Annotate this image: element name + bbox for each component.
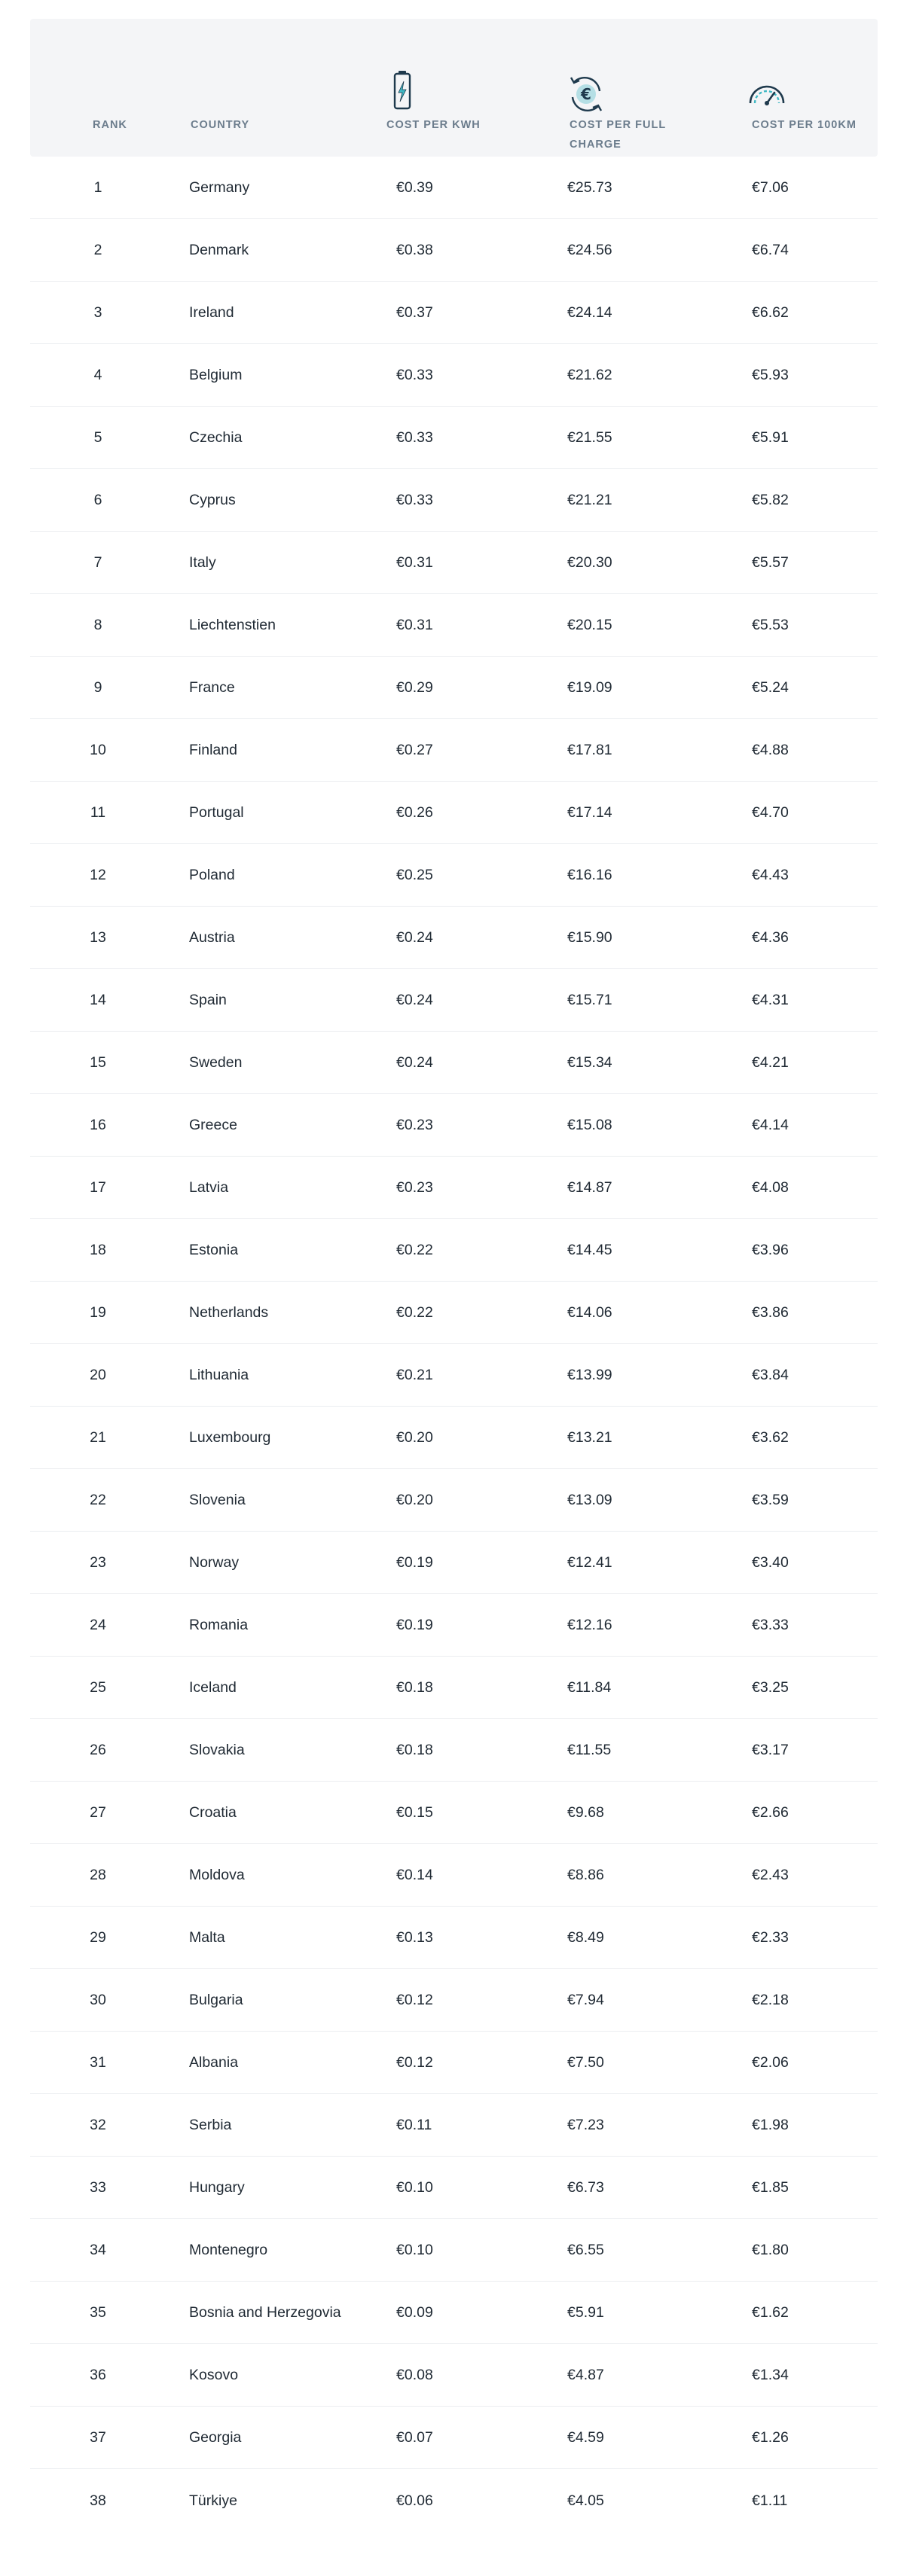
table-row bbox=[30, 2157, 878, 2219]
cost-per-full-charge-cell: €13.09 bbox=[567, 1492, 612, 1508]
country-cell: Norway bbox=[189, 1554, 240, 1571]
country-cell: Slovenia bbox=[189, 1492, 246, 1508]
cost-per-100km-cell: €5.53 bbox=[752, 617, 789, 633]
table-row bbox=[30, 969, 878, 1032]
country-cell: Denmark bbox=[189, 242, 249, 258]
cost-per-full-charge-cell: €12.41 bbox=[567, 1554, 612, 1571]
rank-cell: 27 bbox=[90, 1804, 106, 1821]
cost-per-kwh-cell: €0.18 bbox=[396, 1742, 433, 1758]
cost-per-kwh-cell: €0.33 bbox=[396, 429, 433, 446]
country-cell: Cyprus bbox=[189, 492, 236, 508]
cost-per-full-charge-cell: €8.86 bbox=[567, 1867, 604, 1883]
cost-per-full-charge-cell: €4.05 bbox=[567, 2492, 604, 2509]
svg-text:€: € bbox=[581, 85, 591, 103]
country-cell: Liechtenstien bbox=[189, 617, 276, 633]
rank-cell: 38 bbox=[90, 2492, 106, 2509]
table-row bbox=[30, 407, 878, 469]
speedometer-icon bbox=[747, 76, 786, 118]
country-cell: Bulgaria bbox=[189, 1992, 243, 2008]
table-body bbox=[30, 157, 878, 2532]
cost-per-full-charge-cell: €14.45 bbox=[567, 1242, 612, 1258]
table-row bbox=[30, 282, 878, 344]
cost-per-full-charge-cell: €6.55 bbox=[567, 2242, 604, 2258]
country-cell: Germany bbox=[189, 179, 250, 196]
cost-per-full-charge-cell: €6.73 bbox=[567, 2179, 604, 2196]
table-row bbox=[30, 1782, 878, 1844]
cost-per-100km-cell: €4.21 bbox=[752, 1054, 789, 1071]
table-row bbox=[30, 219, 878, 282]
cost-per-100km-cell: €1.62 bbox=[752, 2304, 789, 2321]
euro-cycle-icon bbox=[567, 73, 606, 115]
country-cell: Czechia bbox=[189, 429, 243, 446]
cost-per-100km-cell: €3.96 bbox=[752, 1242, 789, 1258]
table-row bbox=[30, 1532, 878, 1594]
rank-cell: 31 bbox=[90, 2054, 106, 2071]
table-row bbox=[30, 2219, 878, 2282]
country-cell: Moldova bbox=[189, 1867, 245, 1883]
cost-per-kwh-cell: €0.09 bbox=[396, 2304, 433, 2321]
cost-per-100km-cell: €4.70 bbox=[752, 804, 789, 821]
cost-per-100km-cell: €5.24 bbox=[752, 679, 789, 696]
table-row bbox=[30, 344, 878, 407]
header-cost-per-full-charge-line1: COST PER FULL bbox=[570, 119, 667, 131]
cost-per-full-charge-cell: €21.62 bbox=[567, 367, 612, 383]
header-cost-per-full-charge-line2: CHARGE bbox=[570, 139, 622, 151]
cost-per-100km-cell: €3.86 bbox=[752, 1304, 789, 1321]
cost-per-kwh-cell: €0.12 bbox=[396, 1992, 433, 2008]
cost-per-100km-cell: €3.59 bbox=[752, 1492, 789, 1508]
cost-per-kwh-cell: €0.26 bbox=[396, 804, 433, 821]
table-row bbox=[30, 1407, 878, 1469]
rank-cell: 37 bbox=[90, 2429, 106, 2446]
cost-per-100km-cell: €2.06 bbox=[752, 2054, 789, 2071]
rank-cell: 21 bbox=[90, 1429, 106, 1446]
cost-per-100km-cell: €3.40 bbox=[752, 1554, 789, 1571]
country-cell: Hungary bbox=[189, 2179, 245, 2196]
table-row bbox=[30, 1094, 878, 1157]
country-cell: Lithuania bbox=[189, 1367, 249, 1383]
table-row bbox=[30, 2469, 878, 2532]
cost-per-kwh-cell: €0.24 bbox=[396, 929, 433, 946]
cost-per-full-charge-cell: €16.16 bbox=[567, 867, 612, 883]
cost-per-100km-cell: €2.18 bbox=[752, 1992, 789, 2008]
rank-cell: 10 bbox=[90, 742, 106, 758]
cost-per-kwh-cell: €0.19 bbox=[396, 1554, 433, 1571]
country-cell: Italy bbox=[189, 554, 216, 571]
table-row bbox=[30, 1032, 878, 1094]
table-row bbox=[30, 1907, 878, 1969]
cost-per-100km-cell: €4.43 bbox=[752, 867, 789, 883]
cost-per-full-charge-cell: €7.23 bbox=[567, 2117, 604, 2133]
rank-cell: 13 bbox=[90, 929, 106, 946]
cost-per-full-charge-cell: €11.55 bbox=[567, 1742, 612, 1758]
ev-charging-cost-table bbox=[30, 19, 878, 2532]
cost-per-100km-cell: €5.91 bbox=[752, 429, 789, 446]
table-row bbox=[30, 1969, 878, 2032]
cost-per-kwh-cell: €0.12 bbox=[396, 2054, 433, 2071]
cost-per-kwh-cell: €0.14 bbox=[396, 1867, 433, 1883]
cost-per-full-charge-cell: €15.34 bbox=[567, 1054, 612, 1071]
country-cell: Spain bbox=[189, 992, 227, 1008]
cost-per-kwh-cell: €0.33 bbox=[396, 492, 433, 508]
header-country: COUNTRY bbox=[191, 119, 250, 131]
cost-per-full-charge-cell: €21.21 bbox=[567, 492, 612, 508]
country-cell: Ireland bbox=[189, 304, 234, 321]
header-cost-per-100km: COST PER 100KM bbox=[752, 119, 857, 131]
header-cost-per-kwh: COST PER KWH bbox=[386, 119, 481, 131]
country-cell: France bbox=[189, 679, 235, 696]
table-row bbox=[30, 782, 878, 844]
table-row bbox=[30, 469, 878, 532]
cost-per-100km-cell: €1.34 bbox=[752, 2367, 789, 2383]
cost-per-kwh-cell: €0.39 bbox=[396, 179, 433, 196]
cost-per-full-charge-cell: €13.99 bbox=[567, 1367, 612, 1383]
rank-cell: 20 bbox=[90, 1367, 106, 1383]
country-cell: Slovakia bbox=[189, 1742, 245, 1758]
cost-per-kwh-cell: €0.19 bbox=[396, 1617, 433, 1633]
rank-cell: 29 bbox=[90, 1929, 106, 1946]
cost-per-full-charge-cell: €21.55 bbox=[567, 429, 612, 446]
table-row bbox=[30, 2407, 878, 2469]
cost-per-full-charge-cell: €12.16 bbox=[567, 1617, 612, 1633]
cost-per-full-charge-cell: €11.84 bbox=[567, 1679, 612, 1696]
cost-per-full-charge-cell: €25.73 bbox=[567, 179, 612, 196]
table-row bbox=[30, 1469, 878, 1532]
cost-per-kwh-cell: €0.37 bbox=[396, 304, 433, 321]
country-cell: Serbia bbox=[189, 2117, 232, 2133]
rank-cell: 32 bbox=[90, 2117, 106, 2133]
cost-per-full-charge-cell: €15.90 bbox=[567, 929, 612, 946]
table-row bbox=[30, 1157, 878, 1219]
table-row bbox=[30, 532, 878, 594]
cost-per-kwh-cell: €0.10 bbox=[396, 2179, 433, 2196]
cost-per-kwh-cell: €0.31 bbox=[396, 617, 433, 633]
cost-per-100km-cell: €1.80 bbox=[752, 2242, 789, 2258]
cost-per-kwh-cell: €0.33 bbox=[396, 367, 433, 383]
cost-per-kwh-cell: €0.22 bbox=[396, 1304, 433, 1321]
cost-per-full-charge-cell: €13.21 bbox=[567, 1429, 612, 1446]
cost-per-kwh-cell: €0.10 bbox=[396, 2242, 433, 2258]
country-cell: Netherlands bbox=[189, 1304, 269, 1321]
table-row bbox=[30, 1219, 878, 1282]
cost-per-100km-cell: €5.82 bbox=[752, 492, 789, 508]
cost-per-kwh-cell: €0.15 bbox=[396, 1804, 433, 1821]
table-row bbox=[30, 844, 878, 907]
cost-per-kwh-cell: €0.06 bbox=[396, 2492, 433, 2509]
country-cell: Montenegro bbox=[189, 2242, 268, 2258]
country-cell: Portugal bbox=[189, 804, 244, 821]
rank-cell: 4 bbox=[93, 367, 102, 383]
country-cell: Malta bbox=[189, 1929, 225, 1946]
cost-per-100km-cell: €6.74 bbox=[752, 242, 789, 258]
rank-cell: 7 bbox=[93, 554, 102, 571]
cost-per-100km-cell: €5.93 bbox=[752, 367, 789, 383]
cost-per-kwh-cell: €0.29 bbox=[396, 679, 433, 696]
cost-per-100km-cell: €1.26 bbox=[752, 2429, 789, 2446]
cost-per-100km-cell: €4.14 bbox=[752, 1117, 789, 1133]
rank-cell: 35 bbox=[90, 2304, 106, 2321]
table-row bbox=[30, 2282, 878, 2344]
cost-per-100km-cell: €2.43 bbox=[752, 1867, 789, 1883]
cost-per-100km-cell: €6.62 bbox=[752, 304, 789, 321]
table-row bbox=[30, 1282, 878, 1344]
cost-per-kwh-cell: €0.07 bbox=[396, 2429, 433, 2446]
country-cell: Sweden bbox=[189, 1054, 243, 1071]
rank-cell: 24 bbox=[90, 1617, 106, 1633]
cost-per-kwh-cell: €0.24 bbox=[396, 1054, 433, 1071]
table-row bbox=[30, 2344, 878, 2407]
country-cell: Latvia bbox=[189, 1179, 229, 1196]
cost-per-full-charge-cell: €5.91 bbox=[567, 2304, 604, 2321]
cost-per-kwh-cell: €0.20 bbox=[396, 1429, 433, 1446]
country-cell: Albania bbox=[189, 2054, 239, 2071]
rank-cell: 8 bbox=[93, 617, 102, 633]
rank-cell: 16 bbox=[90, 1117, 106, 1133]
cost-per-100km-cell: €3.33 bbox=[752, 1617, 789, 1633]
country-cell: Iceland bbox=[189, 1679, 237, 1696]
table-header bbox=[30, 19, 878, 157]
rank-cell: 26 bbox=[90, 1742, 106, 1758]
cost-per-100km-cell: €2.66 bbox=[752, 1804, 789, 1821]
table-row bbox=[30, 657, 878, 719]
cost-per-kwh-cell: €0.25 bbox=[396, 867, 433, 883]
table-row bbox=[30, 2032, 878, 2094]
country-cell: Belgium bbox=[189, 367, 243, 383]
cost-per-full-charge-cell: €15.08 bbox=[567, 1117, 612, 1133]
rank-cell: 19 bbox=[90, 1304, 106, 1321]
cost-per-100km-cell: €1.85 bbox=[752, 2179, 789, 2196]
rank-cell: 9 bbox=[93, 679, 102, 696]
cost-per-full-charge-cell: €24.56 bbox=[567, 242, 612, 258]
cost-per-100km-cell: €3.17 bbox=[752, 1742, 789, 1758]
cost-per-full-charge-cell: €4.59 bbox=[567, 2429, 604, 2446]
rank-cell: 34 bbox=[90, 2242, 106, 2258]
country-cell: Luxembourg bbox=[189, 1429, 271, 1446]
rank-cell: 6 bbox=[93, 492, 102, 508]
country-cell: Türkiye bbox=[189, 2492, 237, 2509]
cost-per-100km-cell: €3.84 bbox=[752, 1367, 789, 1383]
country-cell: Kosovo bbox=[189, 2367, 239, 2383]
cost-per-kwh-cell: €0.27 bbox=[396, 742, 433, 758]
table-row bbox=[30, 1344, 878, 1407]
country-cell: Croatia bbox=[189, 1804, 237, 1821]
table-row bbox=[30, 719, 878, 782]
rank-cell: 14 bbox=[90, 992, 106, 1008]
battery-charging-icon bbox=[383, 70, 422, 112]
cost-per-kwh-cell: €0.22 bbox=[396, 1242, 433, 1258]
cost-per-kwh-cell: €0.11 bbox=[396, 2117, 432, 2133]
country-cell: Georgia bbox=[189, 2429, 242, 2446]
cost-per-full-charge-cell: €15.71 bbox=[567, 992, 612, 1008]
country-cell: Greece bbox=[189, 1117, 237, 1133]
cost-per-100km-cell: €5.57 bbox=[752, 554, 789, 571]
cost-per-100km-cell: €1.11 bbox=[752, 2492, 788, 2509]
cost-per-full-charge-cell: €7.50 bbox=[567, 2054, 604, 2071]
cost-per-full-charge-cell: €14.06 bbox=[567, 1304, 612, 1321]
table-row bbox=[30, 1719, 878, 1782]
cost-per-full-charge-cell: €9.68 bbox=[567, 1804, 604, 1821]
rank-cell: 5 bbox=[93, 429, 102, 446]
rank-cell: 22 bbox=[90, 1492, 106, 1508]
cost-per-full-charge-cell: €4.87 bbox=[567, 2367, 604, 2383]
cost-per-kwh-cell: €0.38 bbox=[396, 242, 433, 258]
country-cell: Poland bbox=[189, 867, 235, 883]
table-row bbox=[30, 1657, 878, 1719]
country-cell: Bosnia and Herzegovia bbox=[189, 2304, 341, 2321]
rank-cell: 23 bbox=[90, 1554, 106, 1571]
rank-cell: 36 bbox=[90, 2367, 106, 2383]
header-rank: RANK bbox=[93, 119, 127, 131]
rank-cell: 2 bbox=[93, 242, 102, 258]
cost-per-full-charge-cell: €8.49 bbox=[567, 1929, 604, 1946]
cost-per-kwh-cell: €0.23 bbox=[396, 1117, 433, 1133]
cost-per-100km-cell: €4.08 bbox=[752, 1179, 789, 1196]
cost-per-100km-cell: €1.98 bbox=[752, 2117, 789, 2133]
rank-cell: 25 bbox=[90, 1679, 106, 1696]
rank-cell: 15 bbox=[90, 1054, 106, 1071]
table-row bbox=[30, 907, 878, 969]
cost-per-full-charge-cell: €19.09 bbox=[567, 679, 612, 696]
rank-cell: 17 bbox=[90, 1179, 106, 1196]
cost-per-kwh-cell: €0.21 bbox=[396, 1367, 433, 1383]
rank-cell: 28 bbox=[90, 1867, 106, 1883]
table-row bbox=[30, 2094, 878, 2157]
cost-per-full-charge-cell: €7.94 bbox=[567, 1992, 604, 2008]
cost-per-100km-cell: €7.06 bbox=[752, 179, 789, 196]
cost-per-kwh-cell: €0.24 bbox=[396, 992, 433, 1008]
rank-cell: 18 bbox=[90, 1242, 106, 1258]
cost-per-full-charge-cell: €17.14 bbox=[567, 804, 612, 821]
rank-cell: 3 bbox=[93, 304, 102, 321]
table-row bbox=[30, 157, 878, 219]
cost-per-full-charge-cell: €20.30 bbox=[567, 554, 612, 571]
country-cell: Romania bbox=[189, 1617, 249, 1633]
cost-per-kwh-cell: €0.20 bbox=[396, 1492, 433, 1508]
header-cost-per-full-charge bbox=[570, 115, 666, 154]
cost-per-kwh-cell: €0.18 bbox=[396, 1679, 433, 1696]
table-row bbox=[30, 594, 878, 657]
cost-per-kwh-cell: €0.13 bbox=[396, 1929, 433, 1946]
rank-cell: 11 bbox=[90, 804, 106, 821]
cost-per-full-charge-cell: €17.81 bbox=[567, 742, 612, 758]
table-row bbox=[30, 1844, 878, 1907]
cost-per-kwh-cell: €0.23 bbox=[396, 1179, 433, 1196]
cost-per-100km-cell: €4.88 bbox=[752, 742, 789, 758]
cost-per-kwh-cell: €0.31 bbox=[396, 554, 433, 571]
cost-per-100km-cell: €3.25 bbox=[752, 1679, 789, 1696]
rank-cell: 12 bbox=[90, 867, 106, 883]
cost-per-100km-cell: €2.33 bbox=[752, 1929, 789, 1946]
country-cell: Estonia bbox=[189, 1242, 239, 1258]
cost-per-100km-cell: €4.36 bbox=[752, 929, 789, 946]
cost-per-full-charge-cell: €14.87 bbox=[567, 1179, 612, 1196]
cost-per-kwh-cell: €0.08 bbox=[396, 2367, 433, 2383]
rank-cell: 33 bbox=[90, 2179, 106, 2196]
cost-per-100km-cell: €3.62 bbox=[752, 1429, 789, 1446]
table-row bbox=[30, 1594, 878, 1657]
cost-per-100km-cell: €4.31 bbox=[752, 992, 789, 1008]
country-cell: Austria bbox=[189, 929, 235, 946]
country-cell: Finland bbox=[189, 742, 237, 758]
cost-per-full-charge-cell: €20.15 bbox=[567, 617, 612, 633]
cost-per-full-charge-cell: €24.14 bbox=[567, 304, 612, 321]
rank-cell: 1 bbox=[93, 179, 102, 196]
rank-cell: 30 bbox=[90, 1992, 106, 2008]
